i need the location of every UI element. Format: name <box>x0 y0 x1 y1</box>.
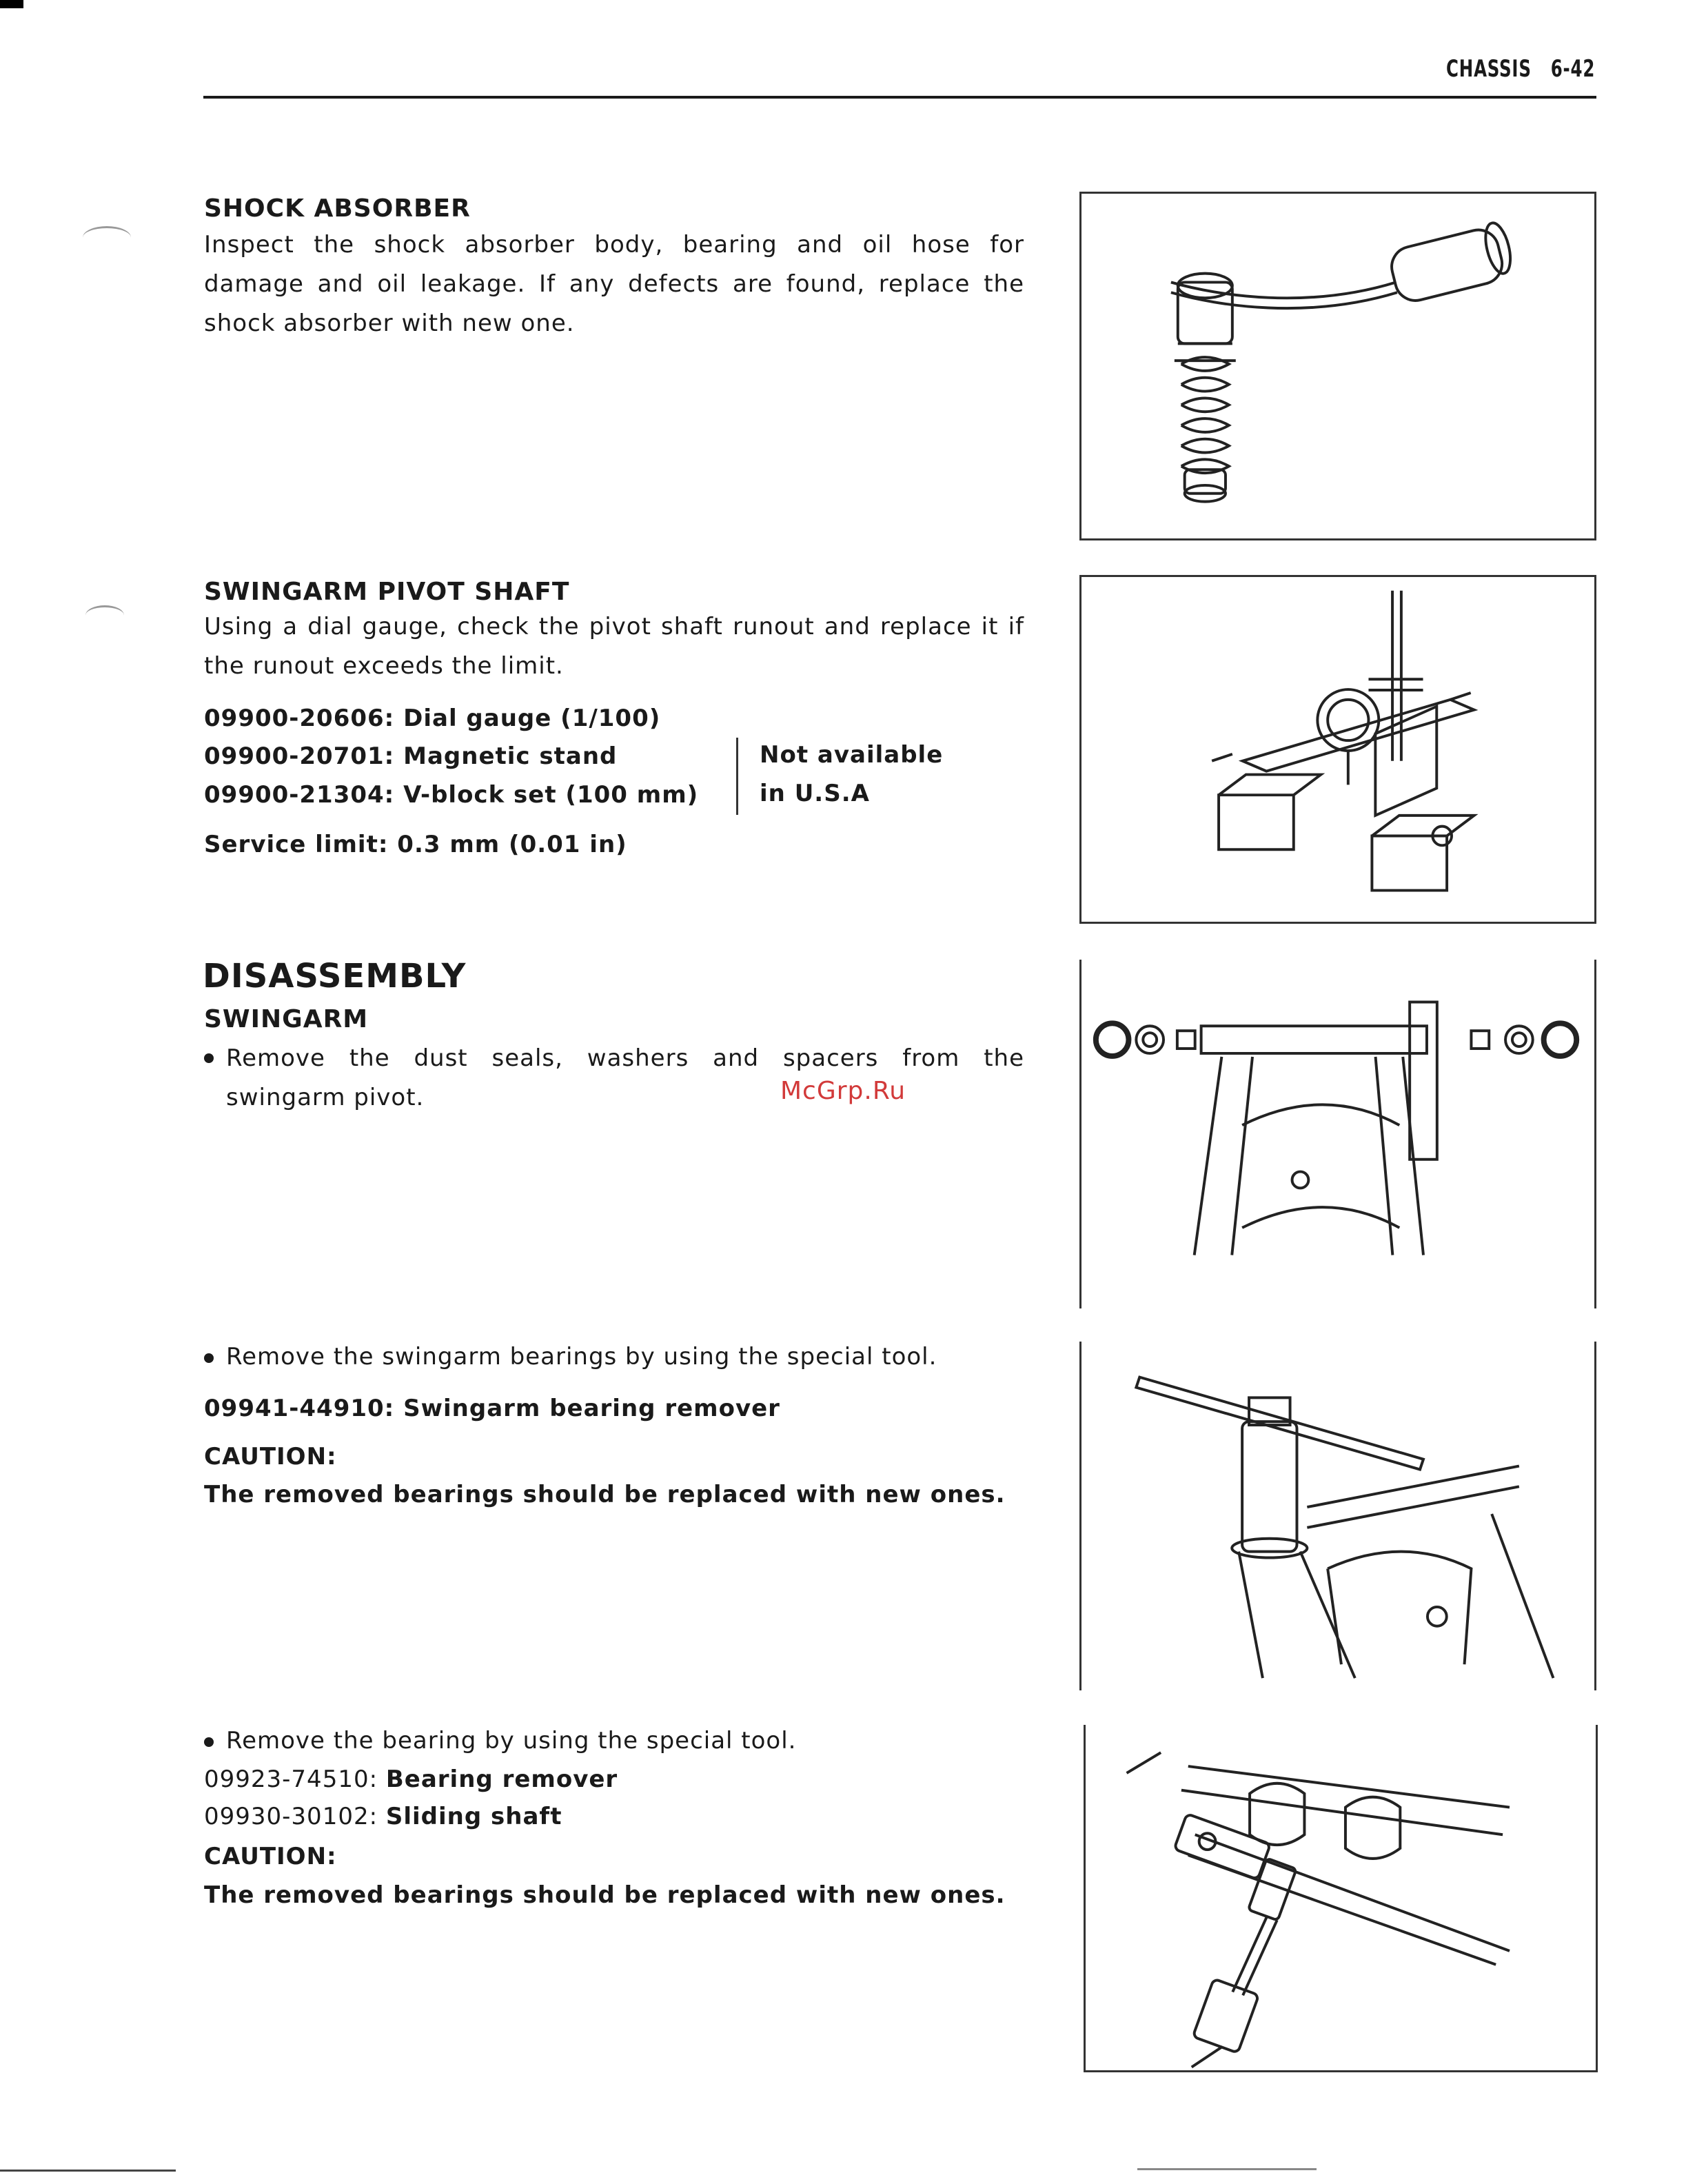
shock-absorber-illustration <box>1081 194 1594 538</box>
tool-name: Magnetic stand <box>403 742 618 770</box>
tool-item <box>204 781 698 809</box>
watermark: McGrp.Ru <box>780 1077 906 1105</box>
caution-text: The removed bearings should be replaced with new ones. <box>204 1881 1006 1909</box>
tool-item <box>204 742 617 770</box>
header-rule <box>203 96 1596 99</box>
availability-note: Not available <box>760 741 944 769</box>
swingarm-pivot-parts-illustration <box>1081 960 1594 1308</box>
page-number: 6-42 <box>1550 55 1595 83</box>
shock-absorber-text: Inspect the shock absorber body, bearing and oil hose for damage and oil leakage. If any defects are found, replace the shock absorber with new one. <box>204 231 1024 337</box>
step-3-tool <box>204 1766 618 1793</box>
bottom-rule <box>0 2170 176 2172</box>
scan-mark <box>85 605 124 625</box>
swingarm-bearing-remover-illustration <box>1081 1342 1594 1690</box>
tool-name: Bearing remover <box>385 1766 618 1793</box>
caution-label: CAUTION: <box>204 1443 337 1470</box>
tool-code: 09900-20701: <box>204 742 395 770</box>
shock-absorber-heading: SHOCK ABSORBER <box>204 194 471 223</box>
step-3-text: Remove the bearing by using the special tool. <box>226 1727 797 1755</box>
pivot-shaft-runout-illustration <box>1081 577 1594 922</box>
tool-name: Sliding shaft <box>385 1803 562 1830</box>
swingarm-heading: SWINGARM <box>204 1005 369 1033</box>
scan-mark <box>83 226 131 249</box>
bullet-icon <box>204 1053 214 1063</box>
sliding-shaft-figure <box>1084 1725 1598 2072</box>
step-3 <box>204 1727 796 1755</box>
caution-label: CAUTION: <box>204 1843 337 1870</box>
tool-name: V-block set (100 mm) <box>403 781 699 809</box>
step-2 <box>204 1343 937 1371</box>
step-1-text: Remove the dust seals, washers and spacers from the swingarm pivot. <box>226 1044 1024 1111</box>
tool-item <box>204 705 660 732</box>
bearing-remover-sliding-shaft-illustration <box>1086 1725 1596 2070</box>
step-3-tool <box>204 1803 562 1830</box>
bottom-rule <box>1137 2168 1317 2170</box>
bullet-icon <box>204 1353 214 1363</box>
tool-code: 09900-21304: <box>204 781 395 809</box>
swingarm-parts-figure <box>1079 960 1596 1308</box>
service-limit-label: Service limit: <box>204 831 389 858</box>
availability-bracket <box>736 738 738 815</box>
bullet-icon <box>204 1737 214 1747</box>
pivot-shaft-heading: SWINGARM PIVOT SHAFT <box>204 578 570 606</box>
shock-absorber-figure <box>1079 192 1596 540</box>
bearing-remover-figure <box>1079 1342 1596 1690</box>
service-limit-value: 0.3 mm (0.01 in) <box>397 831 627 858</box>
disassembly-heading: DISASSEMBLY <box>203 957 467 995</box>
pivot-shaft-text: Using a dial gauge, check the pivot shaft runout and replace it if the runout exceeds the limit. <box>204 613 1024 680</box>
header-section: CHASSIS <box>1445 55 1532 83</box>
tool-name: Dial gauge (1/100) <box>403 705 661 732</box>
caution-text: The removed bearings should be replaced with new ones. <box>204 1481 1006 1508</box>
tool-code: 09941-44910: <box>204 1395 395 1422</box>
tool-code: 09930-30102: <box>204 1803 378 1830</box>
scan-corner-mark <box>0 0 23 8</box>
tool-code: 09923-74510: <box>204 1766 378 1793</box>
step-2-tool <box>204 1395 780 1422</box>
tool-code: 09900-20606: <box>204 705 395 732</box>
page-header <box>1446 55 1595 83</box>
tool-name: Swingarm bearing remover <box>403 1395 780 1422</box>
step-2-text: Remove the swingarm bearings by using the special tool. <box>226 1343 937 1371</box>
service-limit <box>204 831 627 858</box>
availability-note: in U.S.A <box>760 780 870 807</box>
pivot-shaft-figure <box>1079 575 1596 924</box>
